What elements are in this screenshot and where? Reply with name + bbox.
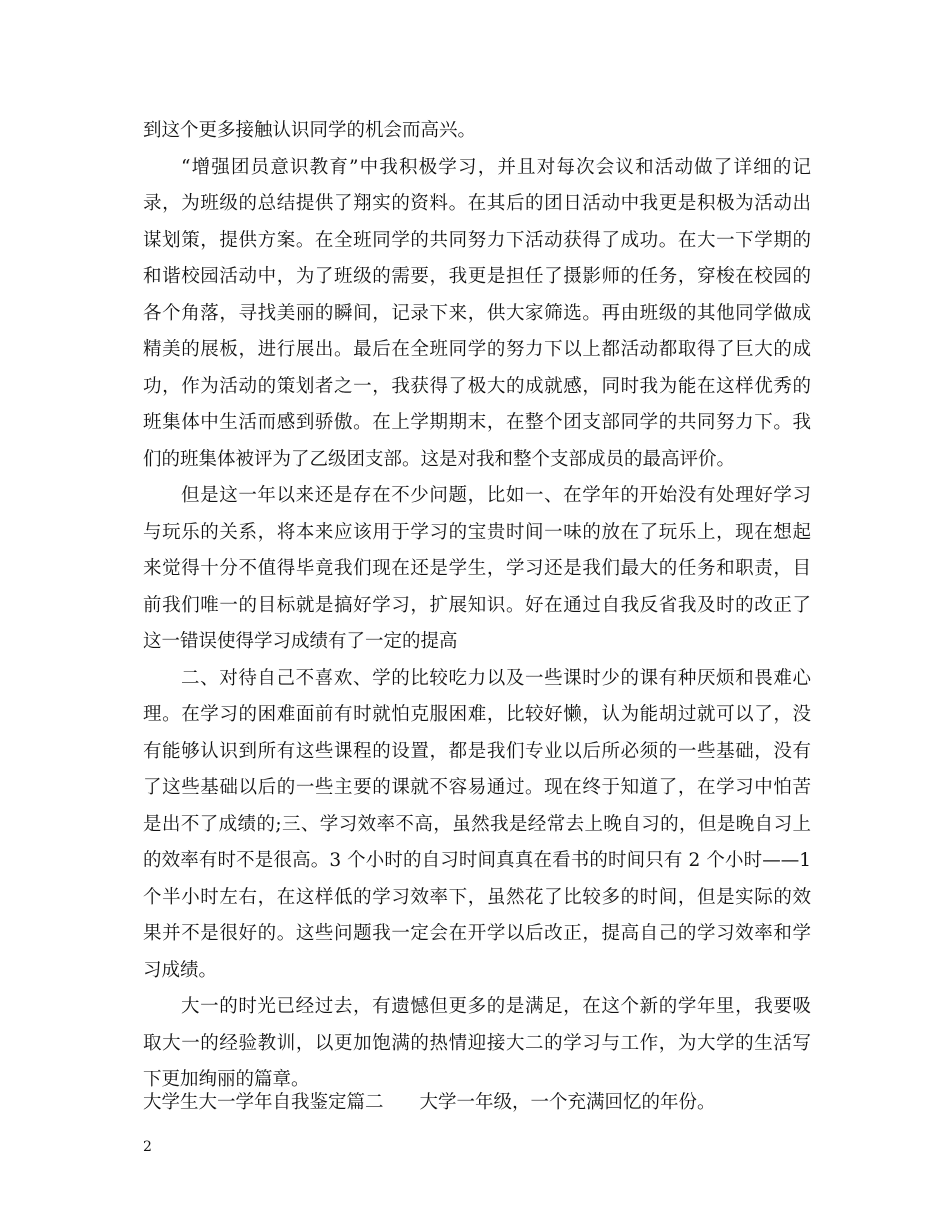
paragraph-line: 理。在学习的困难面前有时就怕克服困难，比较好懒，认为能胡过就可以了，没 (143, 704, 811, 725)
paragraph-line: 到这个更多接触认识同学的机会而高兴。 (143, 120, 477, 141)
paragraph (143, 989, 811, 1099)
paragraph-line: 是出不了成绩的;三、学习效率不高，虽然我是经常去上晚自习的，但是晚自习上 (143, 813, 811, 835)
paragraph-line: 前我们唯一的目标就是搞好学习，扩展知识。好在通过自我反省我及时的改正了 (143, 594, 811, 616)
paragraph (143, 113, 811, 150)
paragraph-line: 和谐校园活动中，为了班级的需要，我更是担任了摄影师的任务，穿梭在校园的 (143, 266, 811, 287)
paragraph-line: 果并不是很好的。这些问题我一定会在开学以后改正，提高自己的学习效率和学 (143, 923, 811, 944)
paragraph-line: 这一错误使得学习成绩有了一定的提高 (143, 631, 458, 652)
paragraph-line: 但是这一年以来还是存在不少问题，比如一、在学年的开始没有处理好学习 (181, 485, 811, 506)
paragraph (143, 150, 811, 479)
section-heading-line (143, 1085, 811, 1122)
paragraph-line: 大一的时光已经过去，有遗憾但更多的是满足，在这个新的学年里，我要吸 (181, 996, 811, 1017)
section-heading-subtitle: 大学一年级，一个充满回忆的年份。 (419, 1092, 716, 1113)
body-text (143, 113, 811, 1099)
paragraph (143, 478, 811, 661)
paragraph-line: 有能够认识到所有这些课程的设置，都是我们专业以后所必须的一些基础，没有 (143, 740, 811, 762)
paragraph-line: 个半小时左右，在这样低的学习效率下，虽然花了比较多的时间，但是实际的效 (143, 886, 811, 908)
paragraph-line: 谋划策，提供方案。在全班同学的共同努力下活动获得了成功。在大一下学期的 (143, 229, 811, 251)
paragraph-line: 的效率有时不是很高。3 个小时的自习时间真真在看书的时间只有 2 个小时——1 (143, 850, 811, 871)
paragraph-line: 功，作为活动的策划者之一，我获得了极大的成就感，同时我为能在这样优秀的 (143, 375, 811, 397)
paragraph-line: 来觉得十分不值得毕竟我们现在还是学生，学习还是我们最大的任务和职责，目 (143, 558, 811, 579)
paragraph-line: 们的班集体被评为了乙级团支部。这是对我和整个支部成员的最高评价。 (143, 448, 736, 470)
paragraph-line: 录，为班级的总结提供了翔实的资料。在其后的团日活动中我更是积极为活动出 (143, 193, 811, 214)
paragraph-line: 下更加绚丽的篇章。 (143, 1069, 310, 1090)
paragraph-line: 二、对待自己不喜欢、学的比较吃力以及一些课时少的课有种厌烦和畏难心 (181, 667, 811, 689)
paragraph-line: 取大一的经验教训，以更加饱满的热情迎接大二的学习与工作，为大学的生活写 (143, 1032, 811, 1054)
section-heading-title: 大学生大一学年自我鉴定篇二 (143, 1092, 384, 1113)
paragraph-line: 习成绩。 (143, 959, 218, 981)
paragraph-line: “增强团员意识教育”中我积极学习，并且对每次会议和活动做了详细的记 (181, 156, 811, 178)
paragraph-line: 精美的展板，进行展出。最后在全班同学的努力下以上都活动都取得了巨大的成 (143, 339, 811, 360)
paragraph-line: 各个角落，寻找美丽的瞬间，记录下来，供大家筛选。再由班级的其他同学做成 (143, 302, 811, 324)
paragraph-line: 班集体中生活而感到骄傲。在上学期期末，在整个团支部同学的共同努力下。我 (143, 412, 811, 433)
paragraph-line: 了这些基础以后的一些主要的课就不容易通过。现在终于知道了，在学习中怕苦 (143, 777, 811, 798)
paragraph (143, 661, 811, 990)
page-number: 2 (143, 1139, 152, 1155)
paragraph-line: 与玩乐的关系，将本来应该用于学习的宝贵时间一味的放在了玩乐上，现在想起 (143, 521, 811, 543)
